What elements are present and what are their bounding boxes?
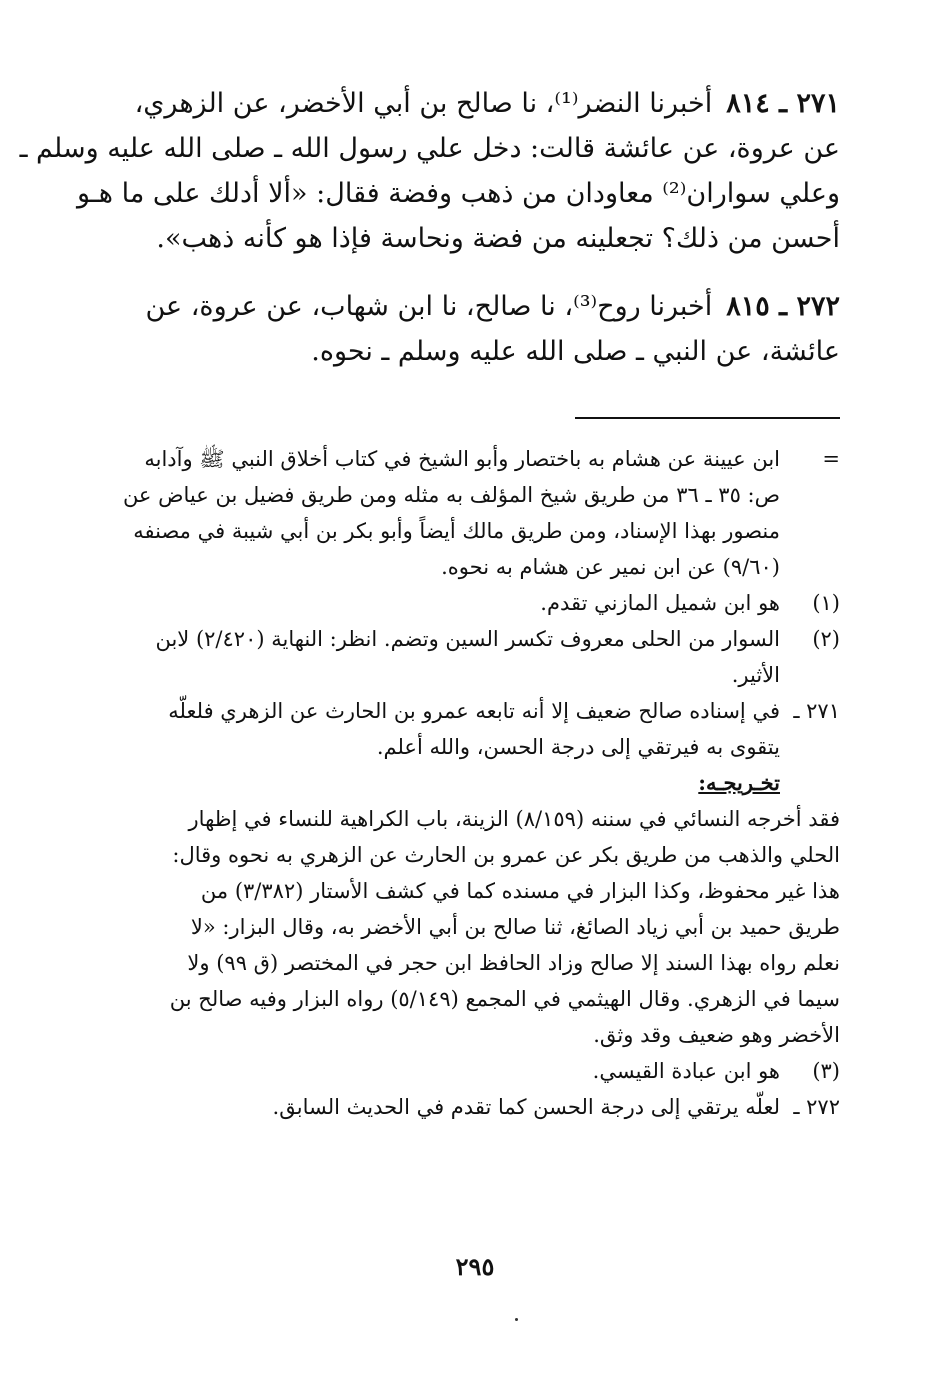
footnote-marker: (١) [812,591,840,615]
footnote-line: ص: ٣٥ ـ ٣٦ من طريق شيخ المؤلف به مثله ومن طريق فضيل بن عياض عن [122,483,780,507]
footnote-line: هو ابن شميل المازني تقدم. [540,591,780,615]
footnotes [122,441,840,1125]
takhrij-line: هذا غير محفوظ، وكذا البزار في مسنده كما في كشف الأستار (٣/٣٨٢) من [200,879,840,903]
footnote-marker: = [822,447,840,471]
hadith-text: أخبرنا النضر⁽¹⁾، نا صالح بن أبي الأخضر، عن الزهري، [134,88,713,119]
footnote-line: (٩/٦٠) عن ابن نمير عن هشام به نحوه. [441,555,780,579]
takhrij-heading: تخـريجـه: [698,770,780,795]
footnote-separator [575,417,840,419]
footnote-marker: (٣) [812,1059,840,1083]
comment-line: لعلّه يرتقي إلى درجة الحسن كما تقدم في الحديث السابق. [272,1095,780,1119]
footnote-line: هو ابن عبادة القيسي. [592,1059,780,1083]
comment-marker: ٢٧١ ـ [793,699,840,723]
takhrij-line: سيما في الزهري. وقال الهيثمي في المجمع (٥/١٤٩) رواه البزار وفيه صالح بن [169,987,840,1011]
footnote-line: الأثير. [731,663,780,687]
print-speck [515,1318,518,1321]
hadith-272 [135,284,840,374]
footnote-3 [135,1053,840,1089]
hadith-text: أخبرنا روح⁽³⁾، نا صالح، نا ابن شهاب، عن عروة، عن [145,291,713,322]
comment-line: يتقوى به فيرتقي إلى درجة الحسن، والله أعلم. [376,735,780,759]
hadith-number: ٢٧١ ـ ٨١٤ [726,88,840,119]
footnote-1 [135,585,840,621]
comment-272 [135,1089,840,1125]
takhrij-line: الحلي والذهب من طريق بكر عن عمرو بن الحارث عن الزهري به نحوه وقال: [172,843,840,867]
hadith-line [135,81,840,126]
takhrij-line: طريق حميد بن أبي زياد الصائغ، ثنا صالح بن أبي الأخضر به، وقال البزار: «لا [190,915,840,939]
hadith-line: وعلي سواران⁽²⁾ معاودان من ذهب وفضة فقال: «ألا أدلك على ما هـو [76,178,840,209]
hadith-line: عائشة، عن النبي ـ صلى الله عليه وسلم ـ نحوه. [311,336,840,367]
footnote-line: منصور بهذا الإسناد، ومن طريق مالك أيضاً وأبو بكر بن أبي شيبة في مصنفه [133,519,780,543]
takhrij-line: الأخضر وهو ضعيف وقد وثق. [593,1023,840,1047]
hadith-number: ٢٧٢ ـ ٨١٥ [726,291,840,322]
takhrij-line: نعلم رواه بهذا السند إلا صالح وزاد الحافظ ابن حجر في المختصر (ق ٩٩) ولا [187,951,840,975]
takhrij-block [135,801,840,1053]
comment-271 [135,693,840,801]
comment-marker: ٢٧٢ ـ [793,1095,840,1119]
comment-line: في إسناده صالح ضعيف إلا أنه تابعه عمرو بن الحارث عن الزهري فلعلّه [168,699,780,723]
page-number: ٢٩٥ [455,1252,495,1281]
footnote-marker: (٢) [812,627,840,651]
hadith-line: عن عروة، عن عائشة قالت: دخل علي رسول الله ـ صلى الله عليه وسلم ـ [19,133,840,164]
footnote-2 [135,621,840,693]
hadith-line [135,284,840,329]
footnote-line: السوار من الحلى معروف تكسر السين وتضم. انظر: النهاية (٢/٤٢٠) لابن [155,627,780,651]
hadith-271 [19,81,840,261]
takhrij-line: فقد أخرجه النسائي في سننه (٨/١٥٩) الزينة، باب الكراهية للنساء في إظهار [188,807,840,831]
hadith-line: أحسن من ذلك؟ تجعلينه من فضة ونحاسة فإذا هو كأنه ذهب». [156,223,840,254]
footnote-continuation [122,441,840,585]
footnote-line: ابن عيينة عن هشام به باختصار وأبو الشيخ في كتاب أخلاق النبي ﷺ وآدابه [144,447,780,471]
